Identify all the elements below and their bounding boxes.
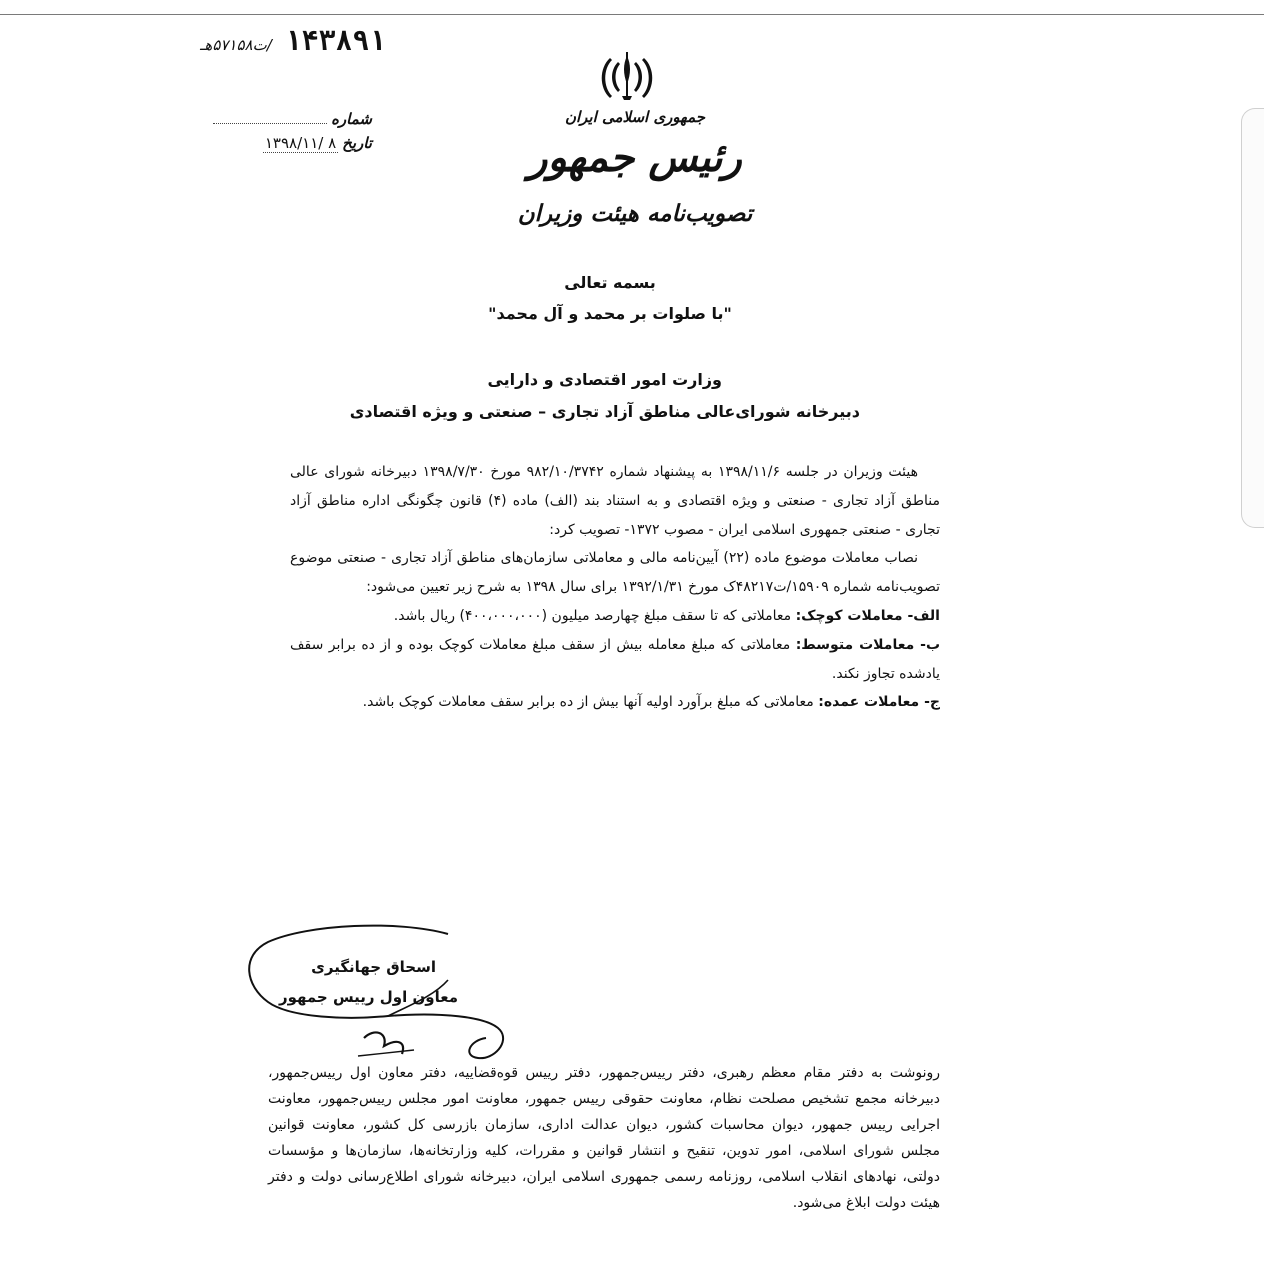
clause-jim-label: ج- معاملات عمده:	[818, 694, 940, 711]
salawat: "با صلوات بر محمد و آل محمد"	[488, 304, 732, 323]
top-border-line	[0, 14, 1264, 15]
signatory-title: معاون اول رییس جمهور	[278, 988, 458, 1006]
clause-be-text: معاملاتی که مبلغ معامله بیش از سقف مبلغ معاملات کوچک بوده و از ده برابر سقف یادشده تجاوز نکند.	[290, 636, 940, 682]
clause-be	[290, 631, 940, 689]
letterhead-country: جمهوری اسلامی ایران	[564, 108, 706, 126]
side-scroll-tab[interactable]	[1241, 108, 1264, 528]
letterhead	[500, 108, 770, 227]
date-label: تاریخ	[342, 134, 372, 152]
addressee-ministry: وزارت امور اقتصادی و دارایی	[487, 370, 722, 389]
letterhead-subtitle: تصویب‌نامه هیئت وزیران	[517, 200, 753, 227]
clause-jim	[290, 688, 940, 717]
iran-emblem-icon	[596, 50, 658, 106]
addressee-secretariat: دبیرخانه شورای‌عالی مناطق آزاد تجاری – صنعتی و ویژه اقتصادی	[349, 402, 860, 421]
serial-number-block	[200, 24, 386, 57]
number-row	[202, 110, 372, 134]
clause-be-label: ب- معاملات متوسط:	[795, 636, 941, 653]
signature-block	[238, 920, 528, 1080]
number-value	[213, 123, 327, 124]
clause-jim-text: معاملاتی که مبلغ برآورد اولیه آنها بیش از ده برابر سقف معاملات کوچک باشد.	[362, 694, 814, 711]
serial-code: /ت۵۷۱۵۸هـ	[200, 36, 272, 54]
date-value: ۱۳۹۸/۱۱/ ۸	[264, 134, 337, 152]
decree-body	[290, 458, 940, 717]
signatory-name: اسحاق جهانگیری	[311, 958, 436, 976]
serial-number: ۱۴۳۸۹۱	[284, 24, 387, 57]
letterhead-office: رئیس جمهور	[528, 134, 742, 181]
clause-alef-text: معاملاتی که تا سقف مبلغ چهارصد میلیون (۴۰۰،۰۰۰،۰۰۰) ریال باشد.	[393, 607, 792, 624]
basmala: بسمه تعالی	[564, 273, 656, 292]
decree-intro: هیئت وزیران در جلسه ۱۳۹۸/۱۱/۶ به پیشنهاد شماره ۹۸۲/۱۰/۳۷۴۲ مورخ ۱۳۹۸/۷/۳۰ دبیرخانه شورای عالی مناطق آزاد تجاری - صنعتی و ویژه اقتصادی و به استناد بند (الف) ماده (۴) قانون چگونگی اداره مناطق آزاد تجاری - صنعتی جمهوری اسلامی ایران - مصوب ۱۳۷۲- تصویب کرد:	[290, 464, 940, 538]
registration-box	[202, 110, 372, 158]
clause-alef	[290, 602, 940, 631]
decree-threshold-paragraph: نصاب معاملات موضوع ماده (۲۲) آیین‌نامه مالی و معاملاتی سازمان‌های مناطق آزاد تجاری - صنعتی موضوع تصویب‌نامه شماره ۱۵۹۰۹/ت۴۸۲۱۷ک مورخ ۱۳۹۲/۱/۳۱ برای سال ۱۳۹۸ به شرح زیر تعیین می‌شود:	[290, 550, 940, 596]
copy-distribution-list: رونوشت به دفتر مقام معظم رهبری، دفتر رییس‌جمهور، دفتر رییس قوه‌قضاییه، دفتر معاون اول رییس‌جمهور، دبیرخانه مجمع تشخیص مصلحت نظام، معاونت حقوقی رییس جمهور، معاونت امور مجلس رییس‌جمهور، معاونت اجرایی رییس جمهور، دیوان محاسبات کشور، دیوان عدالت اداری، سازمان بازرسی کل کشور، معاونت قوانین مجلس شورای اسلامی، امور تدوین، تنقیح و انتشار قوانین و مقررات، کلیه وزارتخانه‌ها، سازمان‌ها و مؤسسات دولتی، نهادهای انقلاب اسلامی، روزنامه رسمی جمهوری اسلامی ایران، دبیرخانه شورای اطلاع‌رسانی دولت و دفتر هیئت دولت ابلاغ می‌شود.	[268, 1065, 940, 1211]
date-row	[202, 134, 372, 158]
clause-alef-label: الف- معاملات کوچک:	[795, 607, 940, 624]
number-label: شماره	[331, 110, 372, 128]
